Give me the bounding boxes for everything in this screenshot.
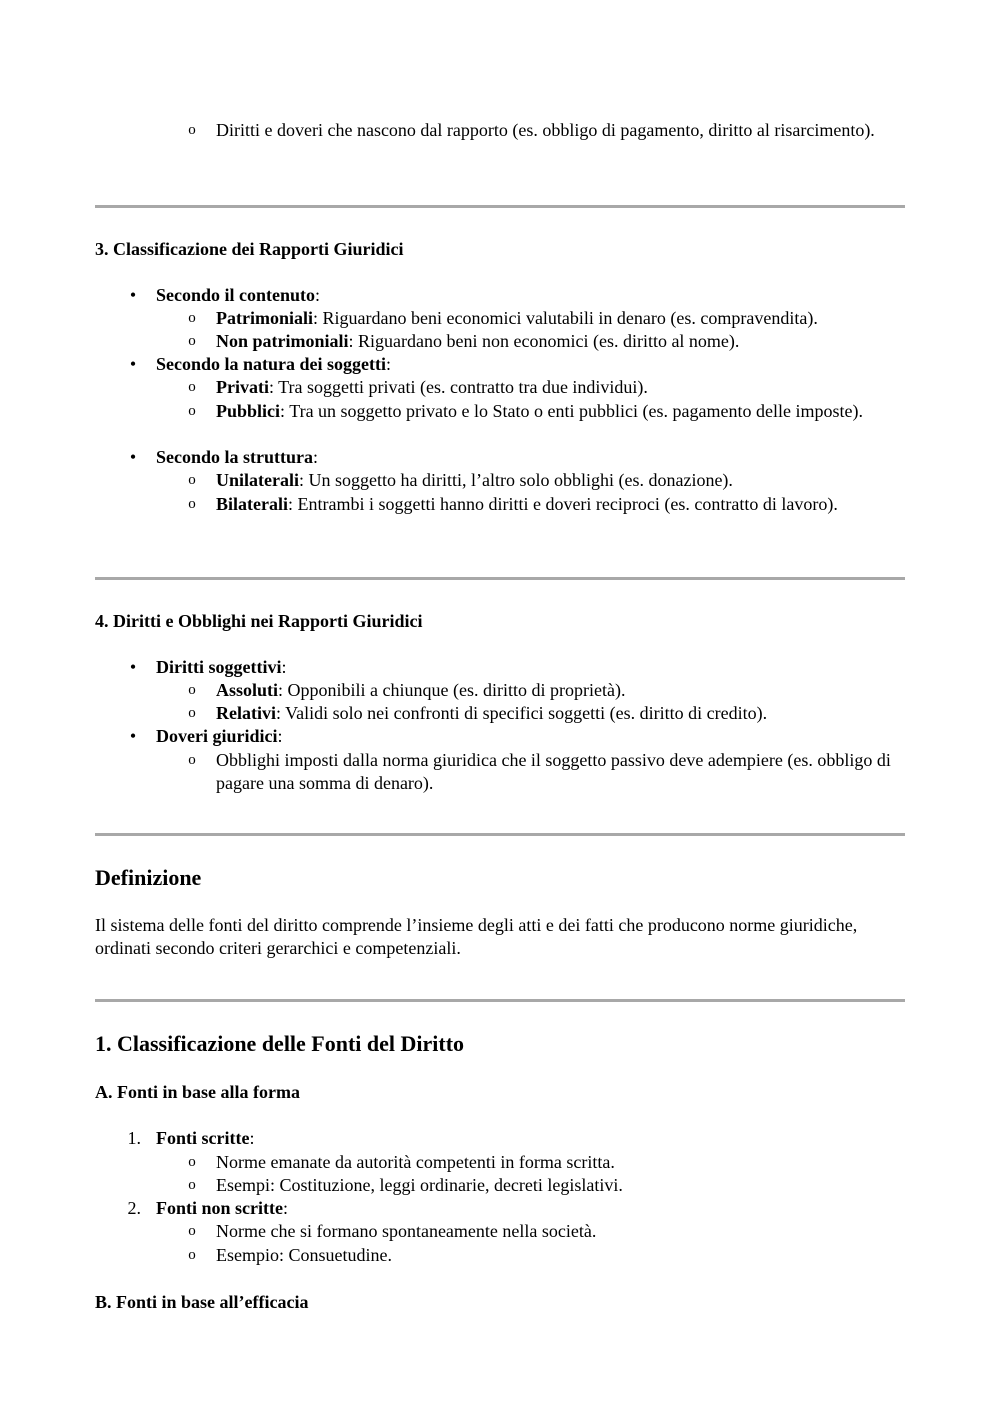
circle-bullet-icon: o [188,496,196,512]
divider [95,999,905,1002]
divider [95,577,905,580]
item-text: Norme che si formano spontaneamente nella società. [216,1221,597,1241]
fonti-subtitle-a: A. Fonti in base alla forma [95,1082,300,1102]
list-item-group [129,353,905,376]
item-text: : Riguardano beni non economici (es. diritto al nome). [348,331,740,351]
label-suffix: : [313,447,319,467]
list-item [188,469,906,492]
list-item [188,376,906,399]
list-item-group [129,446,905,469]
item-text: : Tra soggetti privati (es. contratto tra due individui). [268,377,648,397]
item-label: Pubblici [216,401,281,421]
group-label: Secondo la struttura [156,447,313,467]
bullet-icon: • [129,657,137,677]
circle-bullet-icon: o [188,752,196,768]
group-label: Doveri giuridici [156,726,278,746]
divider [95,833,905,836]
group-label: Fonti non scritte [156,1198,283,1218]
item-text: Esempi: Costituzione, leggi ordinarie, decreti legislativi. [216,1175,623,1195]
list-item-group [129,656,905,679]
section-4-title: 4. Diritti e Obblighi nei Rapporti Giuridici [95,611,423,631]
label-suffix: : [282,1198,288,1218]
fonti-title: 1. Classificazione delle Fonti del Diritto [95,1031,465,1056]
item-text: Diritti e doveri che nascono dal rapporto (es. obbligo di pagamento, diritto al risarcimento). [216,120,875,140]
list-item [188,330,906,353]
bullet-icon: • [129,354,137,374]
list-item [188,749,906,795]
circle-bullet-icon: o [188,1223,196,1239]
item-label: Privati [216,377,269,397]
bullet-icon: • [129,447,137,467]
circle-bullet-icon: o [188,1154,196,1170]
definizione-title: Definizione [95,865,202,890]
circle-bullet-icon: o [188,310,196,326]
list-item [188,679,906,702]
definizione-paragraph: Il sistema delle fonti del diritto comprende l’insieme degli atti e dei fatti che producono norme giuridiche, ordinati secondo criteri gerarchici e competenziali. [95,915,858,958]
circle-bullet-icon: o [188,403,196,419]
item-label: Patrimoniali [216,308,313,328]
label-suffix: : [315,285,321,305]
item-text: : Opponibili a chiunque (es. diritto di proprietà). [278,680,626,700]
item-label: Relativi [216,703,276,723]
fonti-subtitle-b: B. Fonti in base all’efficacia [95,1292,309,1312]
item-label: Assoluti [216,680,279,700]
section-3-title: 3. Classificazione dei Rapporti Giuridici [95,239,404,259]
list-item-group [129,284,905,307]
item-text: : Validi solo nei confronti di specifici soggetti (es. diritto di credito). [276,703,768,723]
item-label: Non patrimoniali [216,331,349,351]
list-item [188,702,906,725]
label-suffix: : [281,657,287,677]
group-label: Fonti scritte [156,1128,250,1148]
circle-bullet-icon: o [188,682,196,698]
circle-bullet-icon: o [188,379,196,395]
list-item [188,493,906,516]
item-text: Norme emanate da autorità competenti in forma scritta. [216,1152,615,1172]
circle-bullet-icon: o [188,1177,196,1193]
item-text: : Entrambi i soggetti hanno diritti e doveri reciproci (es. contratto di lavoro). [287,494,838,514]
list-item [188,1174,906,1197]
list-item [188,307,906,330]
label-suffix: : [386,354,392,374]
label-suffix: : [249,1128,255,1148]
circle-bullet-icon: o [188,122,196,138]
label-suffix: : [277,726,283,746]
circle-bullet-icon: o [188,333,196,349]
list-item-group [129,725,905,748]
circle-bullet-icon: o [188,705,196,721]
list-item [188,400,906,423]
list-item-group [127,1197,905,1220]
bullet-icon: • [129,726,137,746]
item-text: Obblighi imposti dalla norma giuridica che il soggetto passivo deve adempiere (es. obbligo di pagare una somma di denaro). [216,750,891,793]
list-item [188,1220,906,1243]
item-label: Unilaterali [216,470,299,490]
item-text: Esempio: Consuetudine. [216,1245,392,1265]
list-item [188,119,906,142]
item-text: : Tra un soggetto privato e lo Stato o enti pubblici (es. pagamento delle imposte). [280,401,863,421]
list-number: 1. [127,1128,141,1148]
divider [95,205,905,208]
group-label: Secondo la natura dei soggetti [156,354,387,374]
circle-bullet-icon: o [188,472,196,488]
group-label: Secondo il contenuto [156,285,316,305]
item-text: : Un soggetto ha diritti, l’altro solo obblighi (es. donazione). [299,470,733,490]
circle-bullet-icon: o [188,1247,196,1263]
list-number: 2. [127,1198,141,1218]
list-item-group [127,1127,905,1150]
bullet-icon: • [129,285,137,305]
group-label: Diritti soggettivi [156,657,282,677]
item-text: : Riguardano beni economici valutabili in denaro (es. compravendita). [313,308,818,328]
list-item [188,1151,906,1174]
item-label: Bilaterali [216,494,288,514]
list-item [188,1244,906,1267]
